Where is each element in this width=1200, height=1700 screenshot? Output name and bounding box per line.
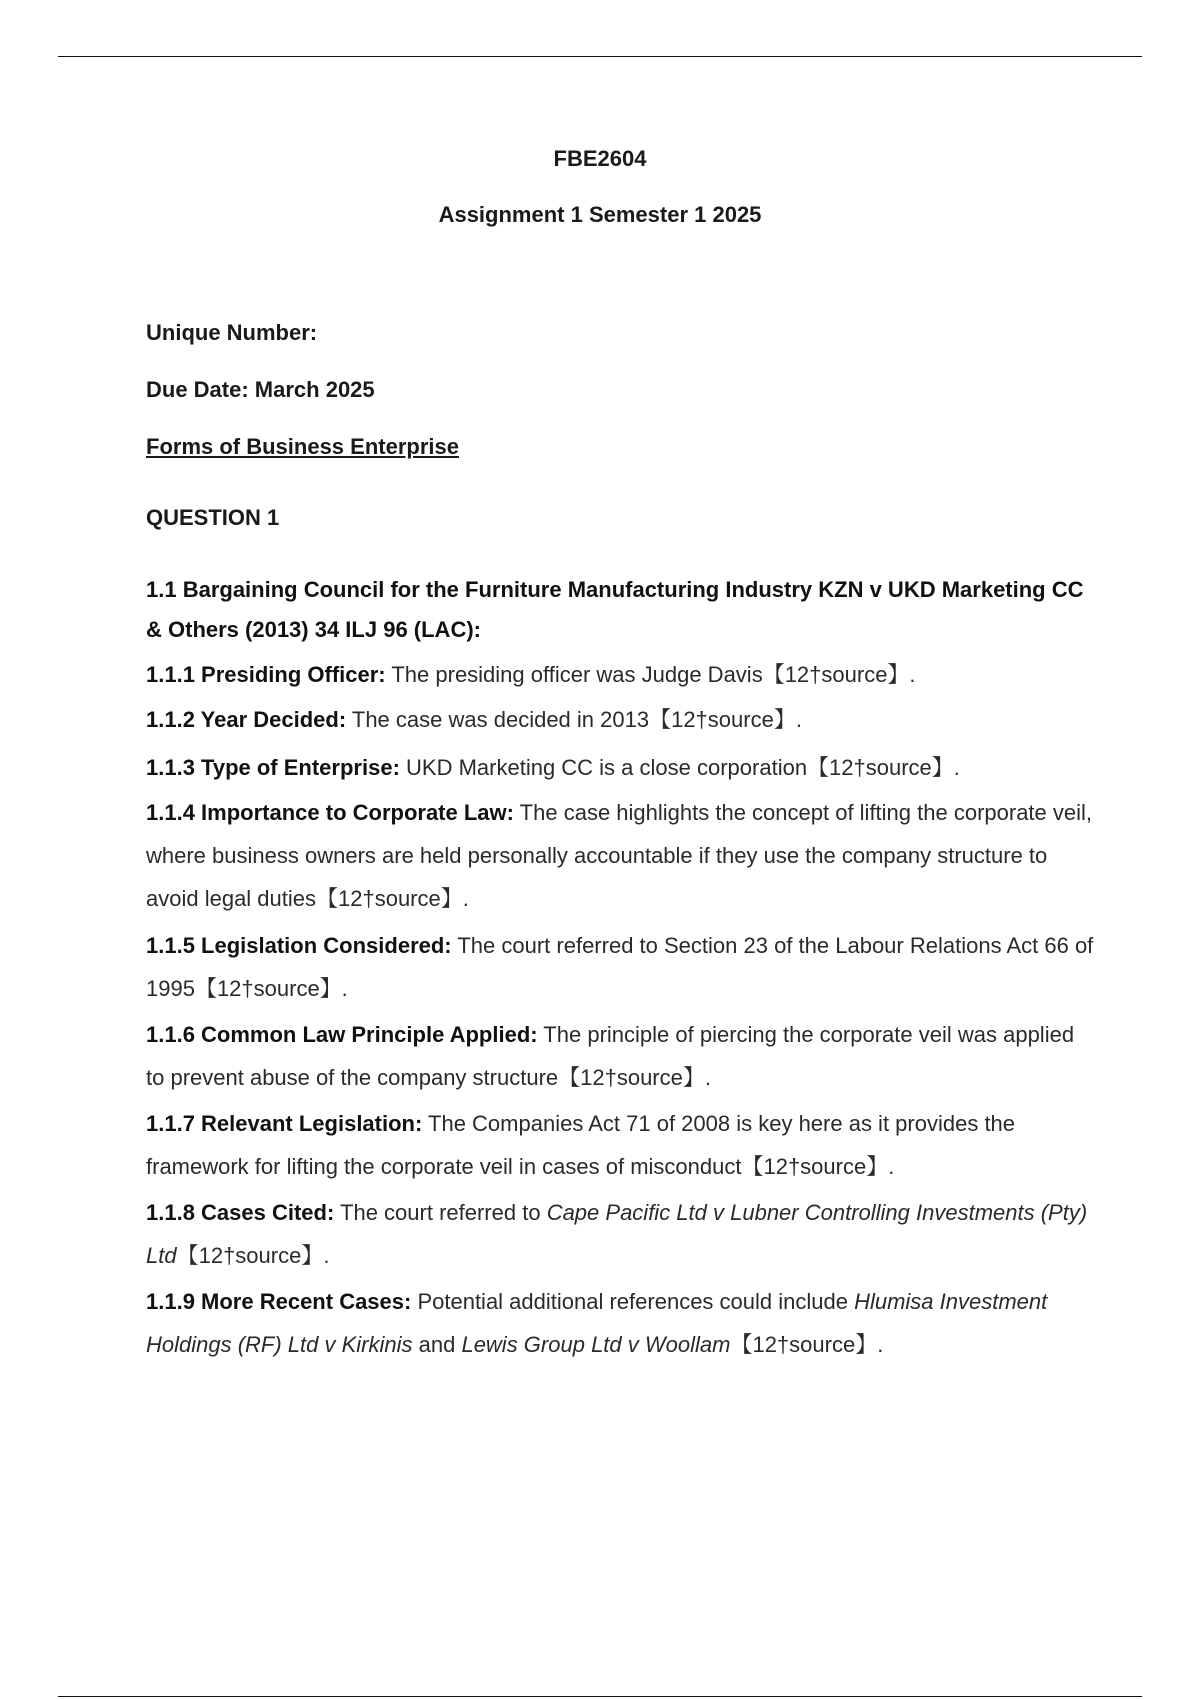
item-1-1-8 xyxy=(146,1191,1096,1277)
item-1-1-9 xyxy=(146,1280,1096,1366)
course-code: FBE2604 xyxy=(553,146,647,171)
item-text: and xyxy=(412,1332,462,1357)
item-label: 1.1.5 Legislation Considered: xyxy=(146,933,452,958)
item-text: 【12†source】. xyxy=(176,1243,330,1268)
assignment-subtitle: Assignment 1 Semester 1 2025 xyxy=(438,202,762,227)
item-text: The case highlights the concept of lifting the corporate veil, where business owners are held personally accountable if they use the company structure to avoid legal duties【12†source】. xyxy=(146,800,1093,911)
case-citation: Lewis Group Ltd v Woollam xyxy=(461,1332,731,1357)
item-label: 1.1.1 Presiding Officer: xyxy=(146,662,386,687)
item-1-1-4 xyxy=(146,791,1096,920)
case-citation: Cape Pacific Ltd v Lubner Controlling Investments (Pty) Ltd xyxy=(146,1200,1088,1268)
item-1-1-6 xyxy=(146,1013,1096,1099)
item-1-1-3 xyxy=(146,746,1096,789)
bottom-rule xyxy=(58,1696,1142,1697)
question-heading: QUESTION 1 xyxy=(146,505,280,530)
item-label: 1.1.3 Type of Enterprise: xyxy=(146,755,400,780)
unique-number-label: Unique Number: xyxy=(146,320,318,345)
item-text: The presiding officer was Judge Davis【​12†source】. xyxy=(385,662,916,687)
item-1-1-5 xyxy=(146,924,1096,1010)
item-label: 1.1.6 Common Law Principle Applied: xyxy=(146,1022,538,1047)
item-label: 1.1.2 Year Decided: xyxy=(146,707,347,732)
item-text: 【12†source】. xyxy=(730,1332,884,1357)
item-text: The court referred to Section 23 of the Labour Relations Act 66 of 1995【12†source】. xyxy=(146,933,1094,1001)
item-label: 1.1.8 Cases Cited: xyxy=(146,1200,335,1225)
item-text: The principle of piercing the corporate veil was applied to prevent abuse of the company structure【12†source】. xyxy=(146,1022,1075,1090)
item-text: UKD Marketing CC is a close corporation【12†source】. xyxy=(399,755,960,780)
item-text: The court referred to xyxy=(334,1200,547,1225)
item-1-1-7 xyxy=(146,1102,1096,1188)
item-label: 1.1.4 Importance to Corporate Law: xyxy=(146,800,514,825)
section-title: Forms of Business Enterprise xyxy=(146,434,459,459)
top-rule xyxy=(58,56,1142,57)
due-date: Due Date: March 2025 xyxy=(146,377,375,402)
case-citation: Hlumisa Investment Holdings (RF) Ltd v Kirkinis xyxy=(146,1289,1048,1357)
item-label: 1.1.9 More Recent Cases: xyxy=(146,1289,412,1314)
item-text: The case was decided in 2013【12†source】. xyxy=(346,707,802,732)
case-heading: 1.1 Bargaining Council for the Furniture Manufacturing Industry KZN v UKD Marketing CC & Others (2013) 34 ILJ 96 (LAC): xyxy=(146,577,1084,642)
item-1-1-2 xyxy=(146,698,1096,741)
item-1-1-1 xyxy=(146,653,1096,696)
item-text: Potential additional references could include xyxy=(411,1289,855,1314)
item-label: 1.1.7 Relevant Legislation: xyxy=(146,1111,423,1136)
item-text: The Companies Act 71 of 2008 is key here as it provides the framework for lifting the corporate veil in cases of misconduct【12†source】. xyxy=(146,1111,1016,1179)
